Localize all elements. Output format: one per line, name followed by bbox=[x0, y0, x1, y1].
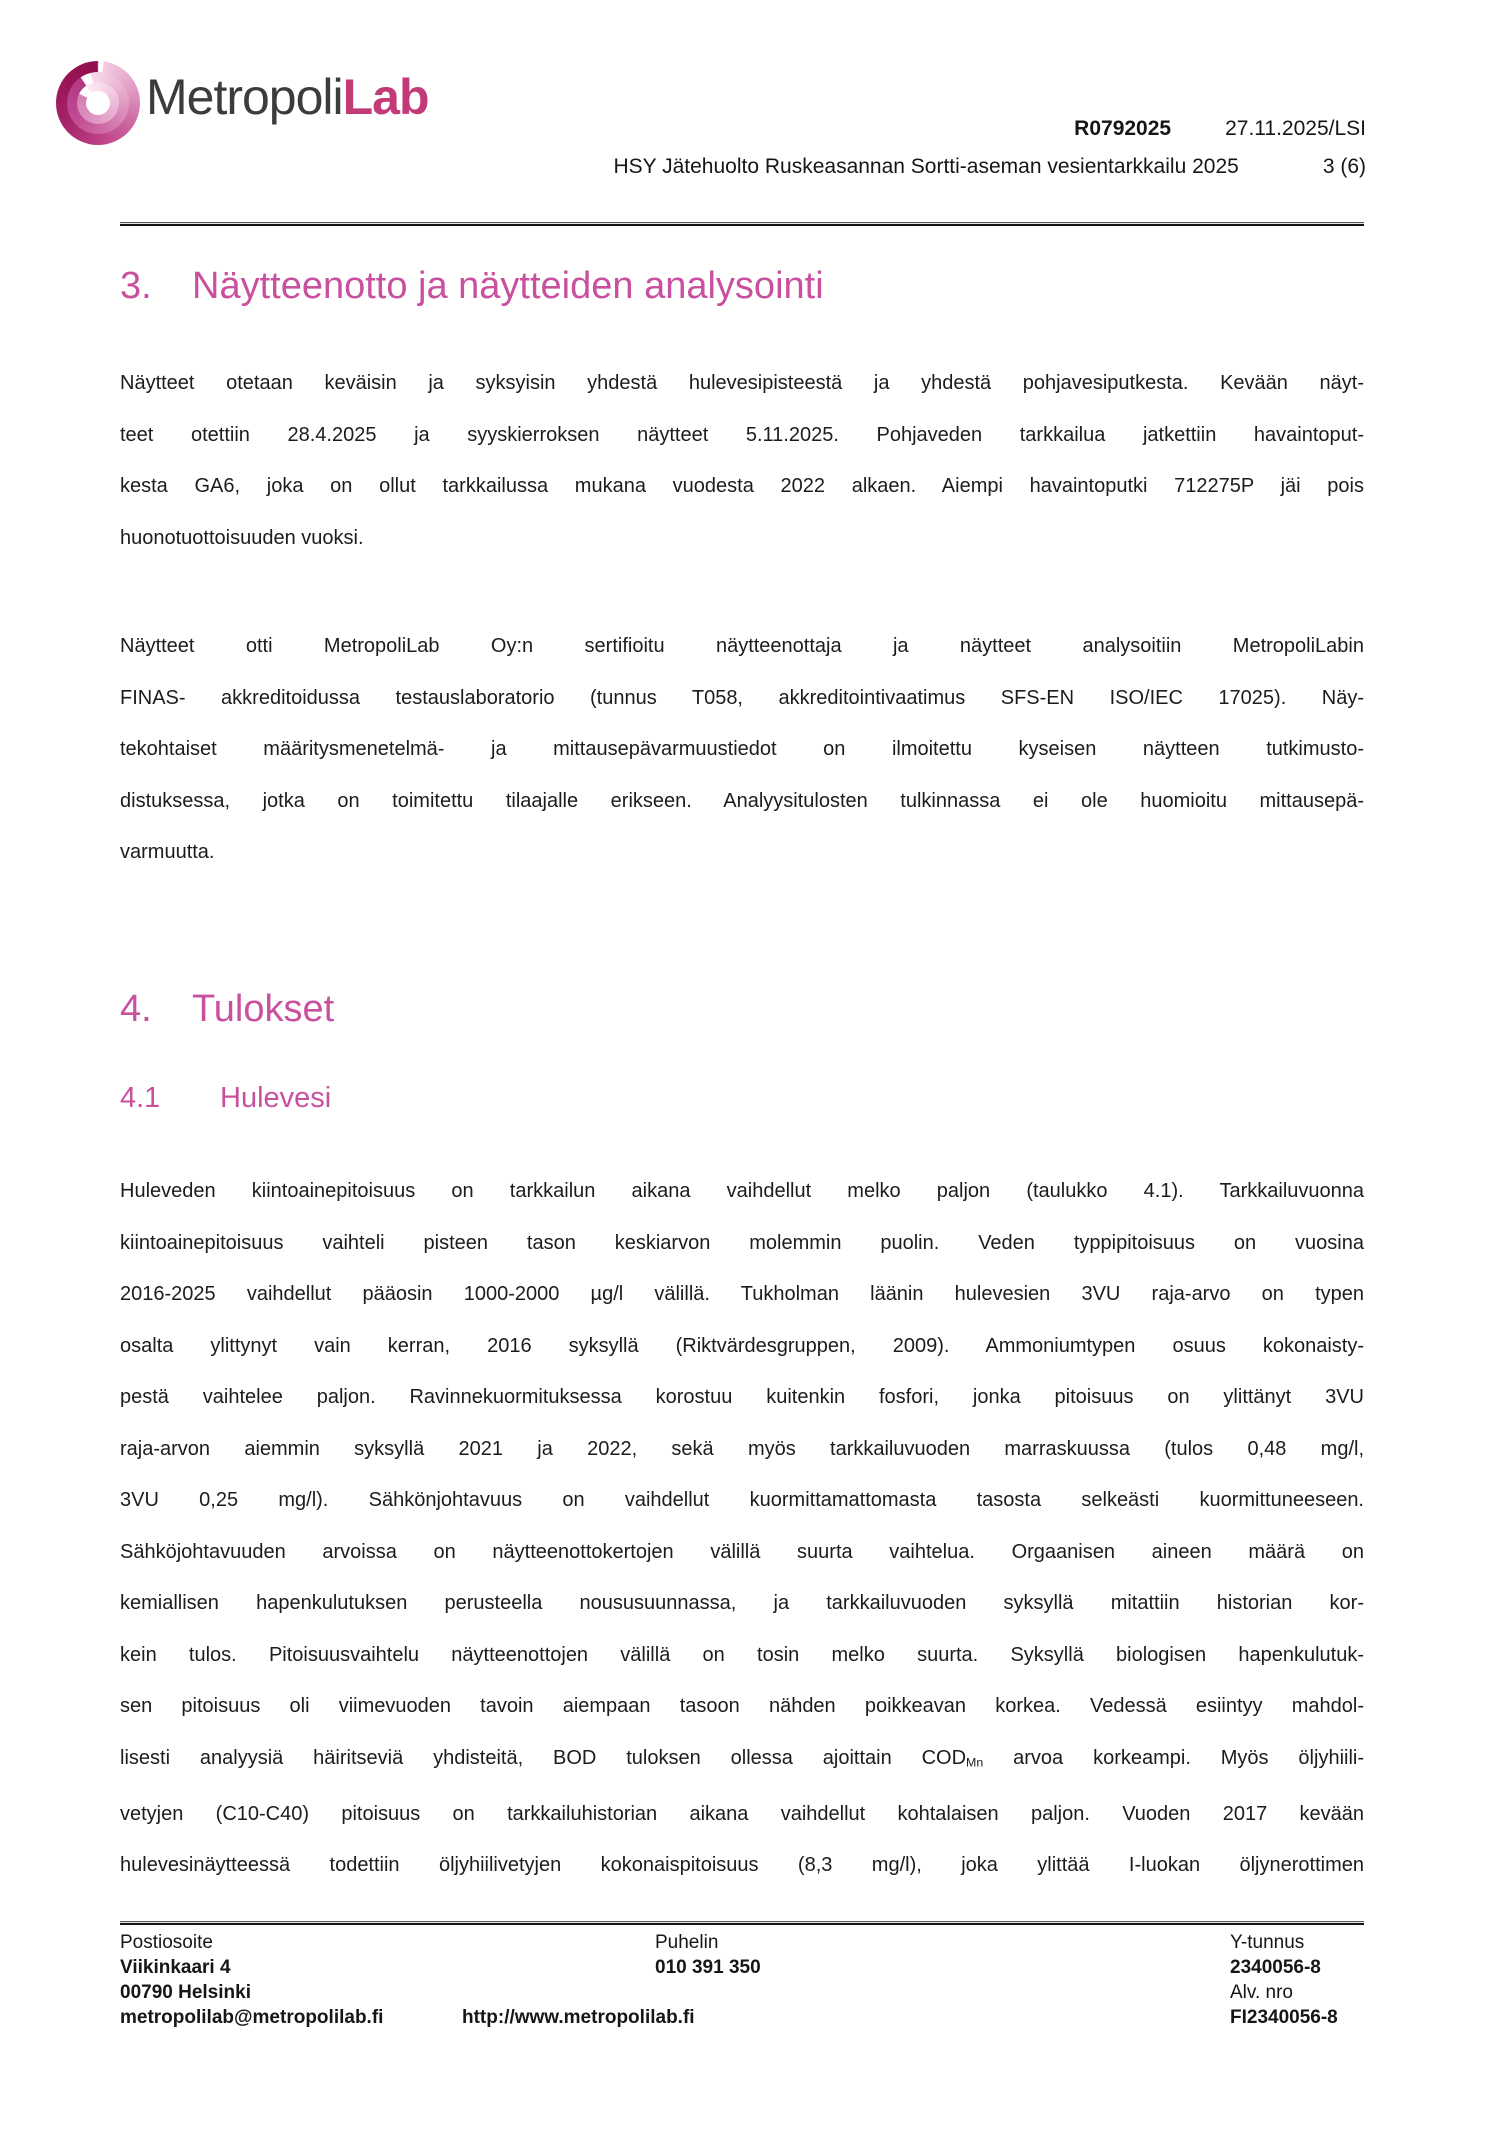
footer-phone-label: Puhelin bbox=[655, 1932, 719, 1953]
paragraph-line: FINAS- akkreditoidussa testauslaboratorio (tunnus T058, akkreditointivaatimus SFS-EN ISO/IEC 17025). Näy- bbox=[120, 686, 1364, 709]
footer-phone-number: 010 391 350 bbox=[655, 1957, 761, 1978]
paragraph-sampling bbox=[120, 358, 1364, 564]
paragraph-line: hulevesinäytteessä todettiin öljyhiilivetyjen kokonaispitoisuus (8,3 mg/l), joka ylittää I-luokan öljynerottimen bbox=[120, 1854, 1364, 1877]
footer-business-id: 2340056-8 bbox=[1230, 1957, 1321, 1978]
cod-subscript-mn: Mn bbox=[966, 1755, 984, 1770]
page-indicator: 3 (6) bbox=[1322, 155, 1366, 178]
paragraph-line: kemiallisen hapenkulutuksen perusteella noususuunnassa, ja tarkkailuvuoden syksyllä mitattiin historian kor- bbox=[120, 1592, 1364, 1614]
paragraph-line: Huleveden kiintoainepitoisuus on tarkkailun aikana vaihdellut melko paljon (taulukko 4.1). Tarkkailuvuonna bbox=[120, 1180, 1364, 1202]
section-4-1-heading bbox=[120, 1082, 331, 1115]
paragraph-accreditation bbox=[120, 621, 1364, 879]
footer-postal-label: Postiosoite bbox=[120, 1932, 213, 1953]
logo-wordmark bbox=[146, 69, 429, 125]
paragraph-line: pestä vaihtelee paljon. Ravinnekuormituksessa korostuu kuitenkin fosfori, jonka pitoisuus on ylittänyt 3VU bbox=[120, 1386, 1364, 1408]
header-meta-row-2 bbox=[613, 154, 1366, 179]
paragraph-line: 3VU 0,25 mg/l). Sähkönjohtavuus on vaihdellut kuormittamattomasta tasosta selkeästi kuormittuneeseen. bbox=[120, 1489, 1364, 1511]
paragraph-line: distuksessa, jotka on toimitettu tilaajalle erikseen. Analyysitulosten tulkinnassa ei ole huomioitu mittausepä- bbox=[120, 789, 1364, 812]
logo-text-lab: Lab bbox=[342, 69, 429, 125]
paragraph-line: vetyjen (C10-C40) pitoisuus on tarkkailuhistorian aikana vaihdellut kohtalaisen paljon. Vuoden 2017 kevään bbox=[120, 1802, 1364, 1825]
swirl-center bbox=[86, 91, 110, 115]
section-title: Tulokset bbox=[192, 988, 335, 1030]
paragraph-line: varmuutta. bbox=[120, 841, 215, 863]
footer-address-street: Viikinkaari 4 bbox=[120, 1957, 231, 1978]
header-divider bbox=[120, 222, 1364, 226]
paragraph-line: sen pitoisuus oli viimevuoden tavoin aiempaan tasoon nähden poikkeavan korkea. Vedessä esiintyy mahdol- bbox=[120, 1695, 1364, 1717]
paragraph-line: huonotuottoisuuden vuoksi. bbox=[120, 526, 364, 549]
report-number: R0792025 bbox=[1074, 117, 1172, 140]
paragraph-line: 2016-2025 vaihdellut pääosin 1000-2000 µg/l välillä. Tukholman läänin hulevesien 3VU raja-arvo on typen bbox=[120, 1283, 1364, 1305]
paragraph-line-cod bbox=[120, 1733, 1364, 1789]
logo-text-metropoli: Metropoli bbox=[146, 69, 343, 125]
section-title: Näytteenotto ja näytteiden analysointi bbox=[192, 265, 824, 307]
paragraph-line: raja-arvon aiemmin syksyllä 2021 ja 2022, sekä myös tarkkailuvuoden marraskuussa (tulos 0,48 mg/l, bbox=[120, 1437, 1364, 1460]
paragraph-line: Näytteet otetaan keväisin ja syksyisin yhdestä hulevesipisteestä ja yhdestä pohjavesiputkesta. Kevään näyt- bbox=[120, 372, 1364, 394]
paragraph-line: Näytteet otti MetropoliLab Oy:n sertifioitu näytteenottaja ja näytteet analysoitiin MetropoliLabin bbox=[120, 635, 1364, 657]
paragraph-line: teet otettiin 28.4.2025 ja syyskierroksen näytteet 5.11.2025. Pohjaveden tarkkailua jatkettiin havaintoput- bbox=[120, 423, 1364, 446]
footer-address-city: 00790 Helsinki bbox=[120, 1982, 251, 2003]
footer-website: http://www.metropolilab.fi bbox=[462, 2007, 695, 2028]
paragraph-line: kein tulos. Pitoisuusvaihtelu näytteenottojen välillä on tosin melko suurta. Syksyllä biologisen hapenkulutuk- bbox=[120, 1643, 1364, 1666]
section-number: 3. bbox=[120, 265, 152, 307]
paragraph-line: tekohtaiset määritysmenetelmä- ja mittausepävarmuustiedot on ilmoitettu kyseisen näytteen tutkimusto- bbox=[120, 738, 1364, 760]
footer-email: metropolilab@metropolilab.fi bbox=[120, 2007, 384, 2028]
document-title: HSY Jätehuolto Ruskeasannan Sortti-aseman vesientarkkailu 2025 bbox=[613, 155, 1239, 178]
paragraph-line: kiintoainepitoisuus vaihteli pisteen tason keskiarvon molemmin puolin. Veden typpipitoisuus on vuosina bbox=[120, 1231, 1364, 1254]
section-number: 4.1 bbox=[120, 1082, 161, 1114]
paragraph-line: Sähköjohtavuuden arvoissa on näytteenottokertojen välillä suurta vaihtelua. Orgaanisen aineen määrä on bbox=[120, 1540, 1364, 1563]
footer-business-id-label: Y-tunnus bbox=[1230, 1932, 1305, 1953]
header-meta-row-1 bbox=[1074, 116, 1366, 141]
cod-text-before: lisesti analyysiä häiritseviä yhdisteitä, BOD tuloksen ollessa ajoittain COD bbox=[120, 1746, 967, 1769]
footer-vat-label: Alv. nro bbox=[1230, 1982, 1294, 2003]
metropolilab-swirl-icon bbox=[56, 61, 140, 145]
section-4-heading bbox=[120, 988, 334, 1032]
report-date-ref: 27.11.2025/LSI bbox=[1225, 117, 1366, 140]
paragraph-line: kesta GA6, joka on ollut tarkkailussa mukana vuodesta 2022 alkaen. Aiempi havaintoputki 712275P jäi pois bbox=[120, 475, 1364, 497]
footer-divider bbox=[120, 1921, 1364, 1925]
footer-vat-number: FI2340056-8 bbox=[1230, 2007, 1338, 2028]
section-3-heading bbox=[120, 265, 824, 309]
cod-text-after: arvoa korkeampi. Myös öljyhiili- bbox=[983, 1746, 1365, 1769]
section-title: Hulevesi bbox=[220, 1082, 332, 1114]
section-number: 4. bbox=[120, 988, 152, 1030]
paragraph-line: osalta ylittynyt vain kerran, 2016 syksyllä (Riktvärdesgruppen, 2009). Ammoniumtypen osuus kokonaisty- bbox=[120, 1334, 1364, 1357]
paragraph-results-stormwater bbox=[120, 1166, 1364, 1892]
